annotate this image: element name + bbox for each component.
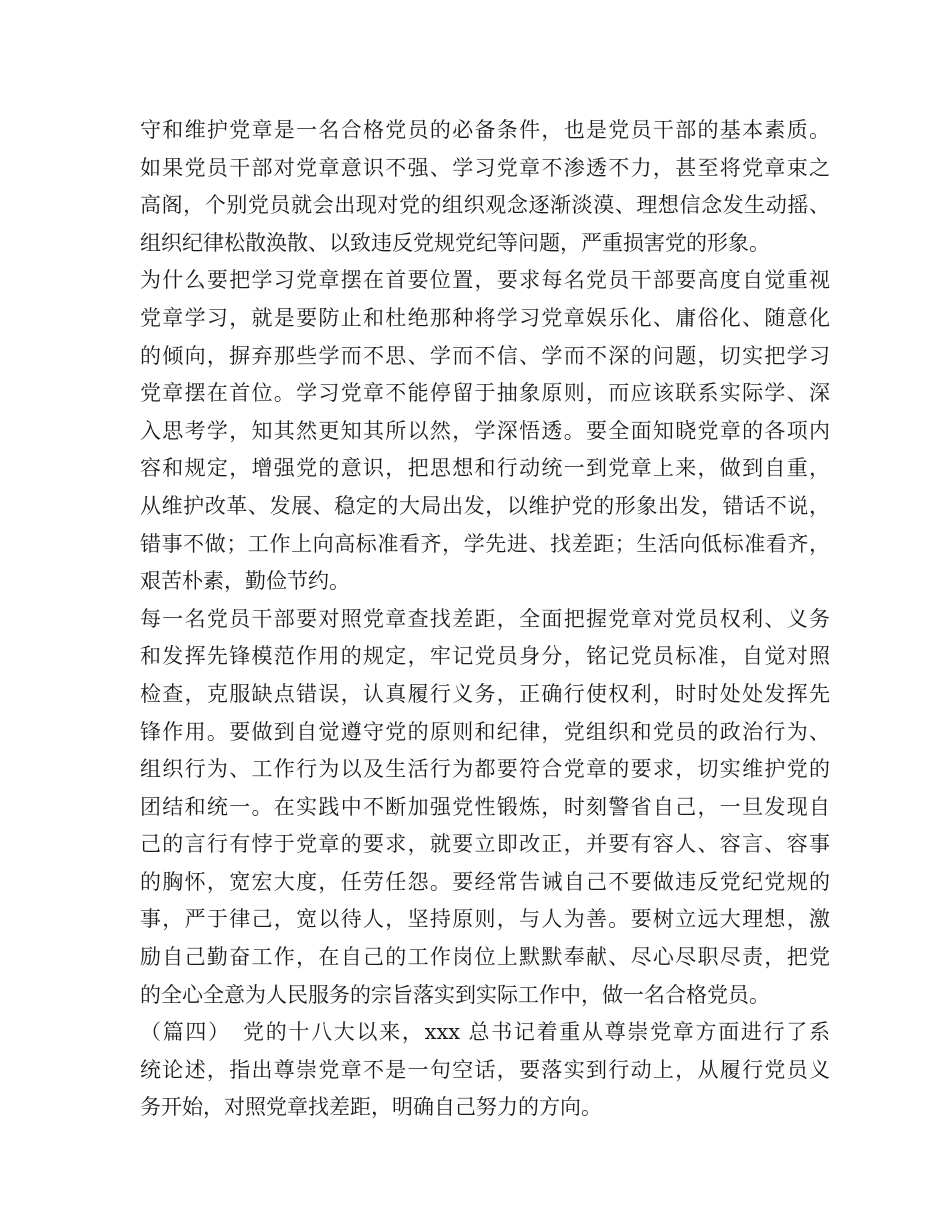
text-line: 务开始，对照党章找差距，明确自己努力的方向。 [140,1095,602,1120]
text-line: 锋作用。要做到自觉遵守党的原则和纪律，党组织和党员的政治行为、 [140,719,830,744]
text-line: 组织纪律松散涣散、以致违反党规党纪等问题，严重损害党的形象。 [140,230,770,255]
text-line: 错事不做；工作上向高标准看齐，学先进、找差距；生活向低标准看齐， [140,531,830,556]
text-line: 统论述，指出尊崇党章不是一句空话，要落实到行动上，从履行党员义 [140,1057,830,1082]
paragraph [140,601,830,1015]
text-line: 艰苦朴素，勤俭节约。 [140,569,350,594]
text-line: 高阁，个别党员就会出现对党的组织观念逐渐淡漠、理想信念发生动摇、 [140,193,830,218]
text-line: 事，严于律己，宽以待人，坚持原则，与人为善。要树立远大理想，激 [140,907,830,932]
text-line: 党章学习，就是要防止和杜绝那种将学习党章娱乐化、庸俗化、随意化 [140,305,830,330]
document-body [140,112,830,1127]
text-line: 团结和统一。在实践中不断加强党性锻炼，时刻警省自己，一旦发现自 [140,794,830,819]
text-line: 每一名党员干部要对照党章查找差距，全面把握党章对党员权利、义务 [140,606,830,631]
text-line: 检查，克服缺点错误，认真履行义务，正确行使权利，时时处处发挥先 [140,681,830,706]
text-line: 守和维护党章是一名合格党员的必备条件，也是党员干部的基本素质。 [140,118,830,142]
text-line: 和发挥先锋模范作用的规定，牢记党员身分，铭记党员标准，自觉对照 [140,644,830,669]
text-line: 入思考学，知其然更知其所以然，学深悟透。要全面知晓党章的各项内 [140,418,830,443]
paragraph [140,112,830,262]
text-line: 容和规定，增强党的意识，把思想和行动统一到党章上来，做到自重， [140,456,830,481]
text-line: 励自己勤奋工作，在自己的工作岗位上默默奉献、尽心尽职尽责，把党 [140,945,830,970]
text-line: 党章摆在首位。学习党章不能停留于抽象原则，而应该联系实际学、深 [140,381,830,406]
text-line: 的全心全意为人民服务的宗旨落实到实际工作中，做一名合格党员。 [140,982,770,1007]
paragraph [140,262,830,600]
text-line: 的倾向，摒弃那些学而不思、学而不信、学而不深的问题，切实把学习 [140,343,830,368]
text-line: 组织行为、工作行为以及生活行为都要符合党章的要求，切实维护党的 [140,757,830,782]
text-line: 如果党员干部对党章意识不强、学习党章不渗透不力，甚至将党章束之 [140,155,830,180]
text-line: 的胸怀，宽宏大度，任劳任怨。要经常告诫自己不要做违反党纪党规的 [140,869,830,894]
text-line: 己的言行有悖于党章的要求，就要立即改正，并要有容人、容言、容事 [140,832,830,857]
paragraph [140,1014,830,1127]
text-line: （篇四） 党的十八大以来，xxx 总书记着重从尊崇党章方面进行了系 [140,1020,830,1045]
text-line: 从维护改革、发展、稳定的大局出发，以维护党的形象出发，错话不说， [140,493,830,518]
text-line: 为什么要把学习党章摆在首要位置，要求每名党员干部要高度自觉重视 [140,268,830,293]
